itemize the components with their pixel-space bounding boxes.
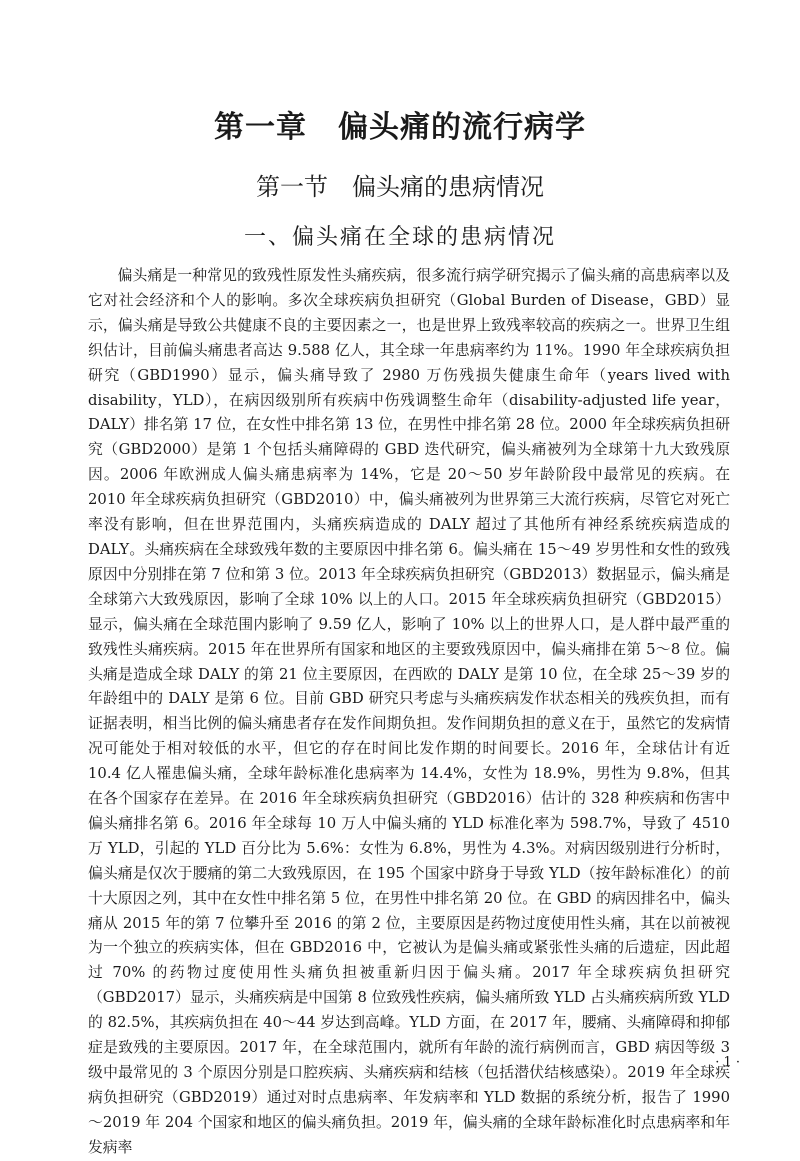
subsection-title: 一、偏头痛在全球的患病情况 — [243, 225, 556, 250]
body-paragraph: 偏头痛是一种常见的致残性原发性头痛疾病，很多流行病学研究揭示了偏头痛的高患病率以及它对社会经济和个人的影响。多次全球疾病负担研究（Global Burden of Disease，GBD）显示，偏头痛是导致公共健康不良的主要因素之一，也是世界上致残率较高的疾病之一。世界卫生组织估计，目前偏头痛患者高达 9.588 亿人，其全球一年患病率约为 11%。1990 年全球疾病负担研究（GBD1990）显示，偏头痛导致了 2980 万伤残损失健康生命年（years lived with disability，YLD），在病因级别所有疾病中伤残调整生命年（disability-adjusted life year，DALY）排名第 17 位，在女性中排名第 13 位，在男性中排名第 28 位。2000 年全球疾病负担研究（GBD2000）是第 1 个包括头痛障碍的 GBD 迭代研究，偏头痛被列为全球第十九大致残原因。2006 年欧洲成人偏头痛患病率为 14%，它是 20～50 岁年龄阶段中最常见的疾病。在 2010 年全球疾病负担研究（GBD2010）中，偏头痛被列为世界第三大流行疾病，尽管它对死亡率没有影响，但在世界范围内，头痛疾病造成的 DALY 超过了其他所有神经系统疾病造成的 DALY。头痛疾病在全球致残年数的主要原因中排名第 6。偏头痛在 15～49 岁男性和女性的致残原因中分别排在第 7 位和第 3 位。2013 年全球疾病负担研究（GBD2013）数据显示，偏头痛是全球第六大致残原因，影响了全球 10% 以上的人口。2015 年全球疾病负担研究（GBD2015）显示，偏头痛在全球范围内影响了 9.59 亿人，影响了 10% 以上的世界人口，是人群中最严重的致残性头痛疾病。2015 年在世界所有国家和地区的主要致残原因中，偏头痛排在第 5～8 位。偏头痛是造成全球 DALY 的第 21 位主要原因，在西欧的 DALY 是第 10 位，在全球 25～39 岁的年龄组中的 DALY 是第 6 位。目前 GBD 研究只考虑与头痛疾病发作状态相关的残疾负担，而有证据表明，相当比例的偏头痛患者存在发作间期负担。发作间期负担的意义在于，虽然它的发病情况可能处于相对较低的水平，但它的存在时间比发作期的时间要长。2016 年，全球估计有近 10.4 亿人罹患偏头痛，全球年龄标准化患病率为 14.4%，女性为 18.9%，男性为 9.8%，但其在各个国家存在差异。在 2016 年全球疾病负担研究（GBD2016）估计的 328 种疾病和伤害中偏头痛排名第 6。2016 年全球每 10 万人中偏头痛的 YLD 标准化率为 598.7%，导致了 4510 万 YLD，引起的 YLD 百分比为 5.6%：女性为 6.8%，男性为 4.3%。对病因级别进行分析时，偏头痛是仅次于腰痛的第二大致残原因，在 195 个国家中跻身于导致 YLD（按年龄标准化）的前十大原因之列，其中在女性中排名第 5 位，在男性中排名第 20 位。在 GBD 的病因排名中，偏头痛从 2015 年的第 7 位攀升至 2016 的第 2 位，主要原因是药物过度使用性头痛，其在以前被视为一个独立的疾病实体，但在 GBD2016 中，它被认为是偏头痛或紧张性头痛的后遗症，因此超过 70% 的药物过度使用性头痛负担被重新归因于偏头痛。2017 年全球疾病负担研究（GBD2017）显示，头痛疾病是中国第 8 位致残性疾病，偏头痛所致 YLD 占头痛疾病所致 YLD 的 82.5%，其疾病负担在 40～44 岁达到高峰。YLD 方面，在 2017 年，腰痛、头痛障碍和抑郁症是致残的主要原因。2017 年，在全球范围内，就所有年龄的流行病例而言，GBD 病因等级 3 级中最常见的 3 个原因分别是口腔疾病、头痛疾病和结核（包括潜伏结核感染）。2019 年全球疾病负担研究（GBD2019）通过对时点患病率、年发病率和 YLD 数据的系统分析，报告了 1990～2019 年 204 个国家和地区的偏头痛负担。2019 年，偏头痛的全球年龄标准化时点患病率和年发病率 — [88, 267, 730, 1156]
section-title: 第一节 偏头痛的患病情况 — [256, 173, 544, 201]
page-number: · 1 · — [715, 1055, 740, 1070]
chapter-title: 第一章 偏头痛的流行病学 — [214, 110, 586, 145]
